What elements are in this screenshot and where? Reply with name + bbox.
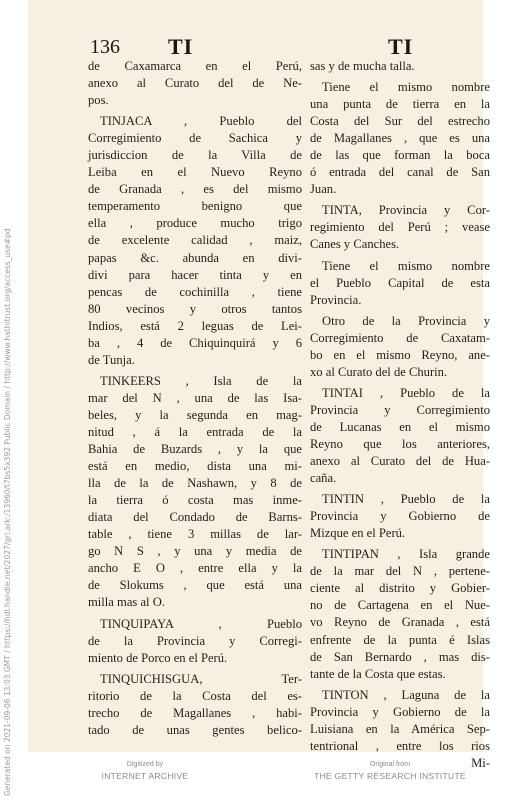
text-line: está en medio, dista una mi-: [88, 459, 302, 474]
text-line: trecho de Magallanes , habi-: [88, 705, 302, 720]
text-line: lla de la de Nashawn, y 8 de: [88, 476, 302, 491]
text-line: Mi-: [471, 755, 490, 770]
text-line: Corregimiento de Caxatam-: [310, 330, 490, 345]
text-line: Provincia.: [310, 292, 362, 307]
text-line: 80 vecinos y otros tantos: [88, 301, 302, 316]
getty-label: THE GETTY RESEARCH INSTITUTE: [314, 771, 466, 781]
running-head-right: TI: [388, 34, 414, 59]
text-line: Provincia y Corregimiento: [310, 402, 490, 417]
text-line: no de Cartagena en el Nue-: [310, 598, 490, 613]
text-line: beles, y la segunda en mag-: [88, 407, 302, 422]
digitized-by-credit: [70, 760, 220, 782]
text-line: Luisiana en la América Sep-: [310, 721, 490, 736]
text-line: table , tiene 3 millas de lar-: [88, 527, 302, 542]
text-line: TINTON , Laguna de la: [322, 687, 490, 702]
text-line: tante de la Costa que estas.: [310, 666, 446, 681]
text-line: de las que forman la boca: [310, 148, 490, 163]
text-line: xo al Curato del de Churin.: [310, 364, 448, 379]
text-line: de Tunja.: [88, 352, 135, 367]
text-line: regimiento del Perú ; vease: [310, 220, 490, 235]
text-line: diata del Condado de Barns-: [88, 510, 302, 525]
text-line: Juan.: [310, 182, 337, 197]
text-line: ella , produce mucho trigo: [88, 216, 302, 231]
text-line: de Caxamarca en el Perú,: [88, 59, 302, 73]
text-line: de la Provincia y Corregi-: [88, 633, 302, 648]
text-line: la tierra ó costa mas inme-: [88, 493, 302, 508]
text-line: ó entrada del canal de San: [310, 165, 490, 180]
text-line: de la mar del N , pertene-: [310, 564, 490, 579]
text-line: Reyno que los anteriores,: [310, 436, 490, 451]
text-line: Canes y Canches.: [310, 237, 400, 252]
text-line: miento de Porco en el Perú.: [88, 650, 228, 665]
text-line: de San Bernardo , mas dis-: [310, 649, 490, 664]
text-line: de Granada , es del mismo: [88, 182, 302, 197]
text-line: temperamento benigno que: [88, 199, 302, 214]
text-line: TINTIN , Pueblo de la: [322, 492, 490, 507]
text-line: TINTA, Provincia y Cor-: [322, 203, 490, 218]
text-line: TINJACA , Pueblo del: [100, 114, 302, 129]
text-line: Provincia y Gobierno de: [310, 509, 490, 524]
running-head-left: TI: [168, 34, 194, 59]
text-line: Leiba en el Nuevo Reyno: [88, 165, 302, 180]
text-line: de Lucanas en el mismo: [310, 419, 490, 434]
text-line: Provincia y Gobierno de la: [310, 704, 490, 719]
text-line: sas y de mucha talla.: [310, 59, 415, 73]
text-line: pos.: [88, 93, 109, 108]
text-line: ciente al distrito y Gobier-: [310, 581, 490, 596]
text-line: ritorio de la Costa del es-: [88, 688, 302, 703]
text-line: Tiene el mismo nombre: [322, 80, 490, 95]
right-text-column: [310, 58, 490, 772]
text-line: anexo al Curato del de Ne-: [88, 76, 302, 91]
text-line: TINQUICHISGUA, Ter-: [100, 671, 302, 686]
text-line: nitud , á la entrada de la: [88, 424, 302, 439]
text-line: divi para hacer tinta y en: [88, 267, 302, 282]
internet-archive-label: INTERNET ARCHIVE: [101, 771, 189, 781]
text-line: TINTIPAN , Isla grande: [322, 547, 490, 562]
text-line: Indios, está 2 leguas de Lei-: [88, 318, 302, 333]
text-line: una punta de tierra en la: [310, 97, 490, 112]
sidebar-watermark: [0, 0, 28, 800]
digitized-by-label: Digitized by: [126, 761, 164, 768]
text-line: Bahia de Buzards , y la que: [88, 442, 302, 457]
text-line: bo en el mismo Reyno, ane-: [310, 347, 490, 362]
text-line: de Magallanes , que es una: [310, 131, 490, 146]
text-line: el Pueblo Capital de esta: [310, 275, 490, 290]
text-line: jurisdiccion de la Villa de: [88, 148, 302, 163]
watermark-text: Generated on 2021-09-06 13:03 GMT / https://hdl.handle.net/2027/gri.ark:/13960/t7bs5x392 Public Domain / http://www.hathitrust.org/access_use#pd: [3, 228, 12, 796]
text-line: mar del N , una de las Isa-: [88, 390, 302, 405]
text-line: Costa del Sur del estrecho: [310, 114, 490, 129]
text-line: papas &c. abunda en divi-: [88, 250, 302, 265]
text-line: go N S , y una y media de: [88, 544, 302, 559]
text-line: anexo al Curato del de Hua-: [310, 454, 490, 469]
text-line: Mizque en el Perú.: [310, 526, 406, 541]
text-line: TINTAI , Pueblo de la: [322, 385, 490, 400]
text-line: de excelente calidad , maiz,: [88, 233, 302, 248]
digitization-footer: [0, 760, 511, 800]
text-line: Tiene el mismo nombre: [322, 258, 490, 273]
left-text-column: [88, 58, 302, 739]
text-line: tentrional , entre los rios: [310, 738, 490, 753]
text-line: TINQUIPAYA , Pueblo: [100, 616, 302, 631]
text-line: ba , 4 de Chiquinquirá y 6: [88, 335, 302, 350]
text-line: Otro de la Provincia y: [322, 313, 490, 328]
text-line: ancho E O , entre ella y la: [88, 561, 302, 576]
text-line: TINKEERS , Isla de la: [100, 373, 302, 388]
original-from-credit: [290, 760, 490, 782]
original-from-label: Original from: [369, 761, 411, 768]
text-line: caña.: [310, 471, 337, 486]
text-line: vo Reyno de Granada , está: [310, 615, 490, 630]
text-line: tado de unas gentes belico-: [88, 722, 302, 737]
text-line: de Slokums , que está una: [88, 578, 302, 593]
text-line: Corregimiento de Sachica y: [88, 131, 302, 146]
text-line: milla mas al O.: [88, 595, 165, 610]
text-line: enfrente de la punta é Islas: [310, 632, 490, 647]
text-line: pencas de cochinilla , tiene: [88, 284, 302, 299]
page-number: 136: [90, 36, 120, 58]
